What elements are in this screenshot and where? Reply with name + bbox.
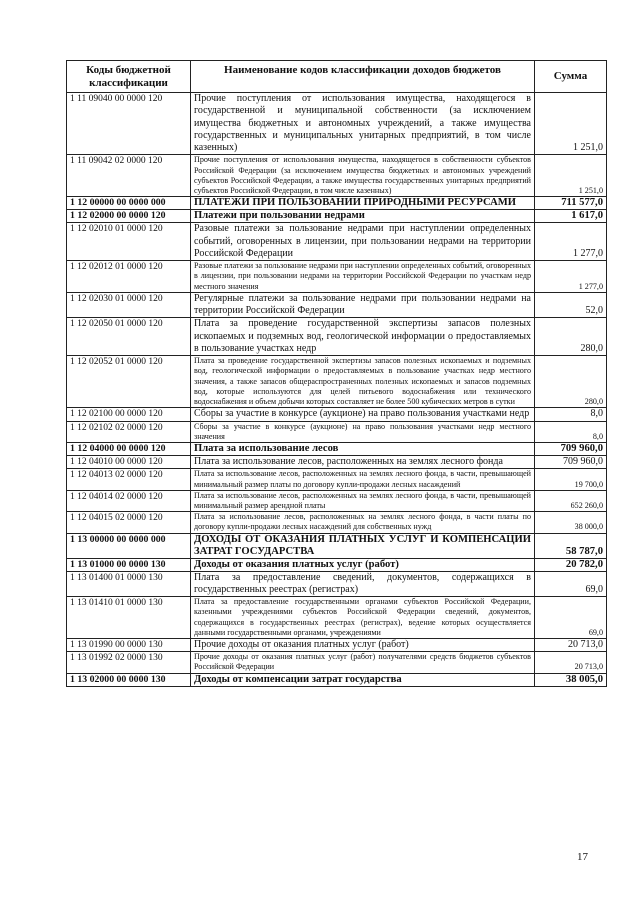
row-sum: 69,0 <box>535 597 607 639</box>
row-name: ПЛАТЕЖИ ПРИ ПОЛЬЗОВАНИИ ПРИРОДНЫМИ РЕСУРСАМИ <box>191 197 535 210</box>
row-code: 1 12 02000 00 0000 120 <box>67 210 191 223</box>
budget-revenue-table <box>66 60 607 687</box>
table-row <box>67 558 607 571</box>
row-name: Прочие поступления от использования имущества, находящегося в государственной и муниципальной собственности (за исключением имущества бюджетных и автономных учреждений, а также имущества государственных и муниципальных унитарных предприятий, в том числе казенных) <box>191 93 535 155</box>
row-sum: 38 000,0 <box>535 512 607 533</box>
row-code: 1 13 01992 02 0000 130 <box>67 652 191 673</box>
row-sum: 20 713,0 <box>535 638 607 651</box>
row-code: 1 13 01990 00 0000 130 <box>67 638 191 651</box>
row-sum: 58 787,0 <box>535 533 607 558</box>
table-row <box>67 652 607 673</box>
table-row <box>67 197 607 210</box>
row-name: Прочие доходы от оказания платных услуг (работ) получателями средств бюджетов субъектов Российской Федерации <box>191 652 535 673</box>
row-sum: 280,0 <box>535 318 607 356</box>
row-sum: 8,0 <box>535 421 607 442</box>
table-row <box>67 356 607 408</box>
table-row <box>67 261 607 293</box>
table-row <box>67 155 607 197</box>
row-name: Плата за использование лесов <box>191 443 535 456</box>
row-code: 1 11 09040 00 0000 120 <box>67 93 191 155</box>
table-row <box>67 490 607 511</box>
row-name: Плата за проведение государственной экспертизы запасов полезных ископаемых и подземных вод, геологической информации о предоставляемых в пользование участках недр <box>191 318 535 356</box>
row-code: 1 12 02100 00 0000 120 <box>67 408 191 421</box>
row-name: Регулярные платежи за пользование недрами при пользовании недрами на территории Российской Федерации <box>191 292 535 318</box>
table-row <box>67 512 607 533</box>
table-row <box>67 469 607 490</box>
row-code: 1 12 02102 02 0000 120 <box>67 421 191 442</box>
table-row <box>67 673 607 686</box>
row-sum: 709 960,0 <box>535 443 607 456</box>
row-sum: 709 960,0 <box>535 456 607 469</box>
table-row <box>67 443 607 456</box>
row-name: Платежи при пользовании недрами <box>191 210 535 223</box>
table-header-row <box>67 61 607 93</box>
table-row <box>67 456 607 469</box>
row-name: Разовые платежи за пользование недрами при наступлении определенных событий, оговоренных в лицензии, при пользовании недрами на территории Российской Федерации по участкам недр местного значения <box>191 261 535 293</box>
row-sum: 652 260,0 <box>535 490 607 511</box>
row-sum: 8,0 <box>535 408 607 421</box>
header-sum: Сумма <box>535 61 607 93</box>
table-row <box>67 223 607 261</box>
table-row <box>67 292 607 318</box>
row-code: 1 13 00000 00 0000 000 <box>67 533 191 558</box>
row-code: 1 13 01400 01 0000 130 <box>67 571 191 597</box>
row-code: 1 12 00000 00 0000 000 <box>67 197 191 210</box>
row-code: 1 13 02000 00 0000 130 <box>67 673 191 686</box>
row-code: 1 13 01000 00 0000 130 <box>67 558 191 571</box>
row-sum: 1 277,0 <box>535 261 607 293</box>
row-sum: 19 700,0 <box>535 469 607 490</box>
table-row <box>67 597 607 639</box>
row-code: 1 12 02050 01 0000 120 <box>67 318 191 356</box>
table-row <box>67 421 607 442</box>
table-row <box>67 408 607 421</box>
row-name: Сборы за участие в конкурсе (аукционе) на право пользования участками недр <box>191 408 535 421</box>
table-row <box>67 93 607 155</box>
row-name: Плата за использование лесов, расположенных на землях лесного фонда, в части платы по договору купли-продажи лесных насаждений для собственных нужд <box>191 512 535 533</box>
row-code: 1 12 02030 01 0000 120 <box>67 292 191 318</box>
row-code: 1 12 04015 02 0000 120 <box>67 512 191 533</box>
row-sum: 20 713,0 <box>535 652 607 673</box>
row-name: Прочие доходы от оказания платных услуг (работ) <box>191 638 535 651</box>
row-sum: 20 782,0 <box>535 558 607 571</box>
row-code: 1 12 02010 01 0000 120 <box>67 223 191 261</box>
table-row <box>67 533 607 558</box>
row-sum: 1 617,0 <box>535 210 607 223</box>
header-codes: Коды бюджетной классификации <box>67 61 191 93</box>
row-sum: 711 577,0 <box>535 197 607 210</box>
table-row <box>67 210 607 223</box>
row-name: Плата за использование лесов, расположенных на землях лесного фонда, в части, превышающей минимальный размер арендной платы <box>191 490 535 511</box>
page-number: 17 <box>577 851 588 863</box>
table-row <box>67 638 607 651</box>
row-name: Доходы от компенсации затрат государства <box>191 673 535 686</box>
row-name: Сборы за участие в конкурсе (аукционе) на право пользования участками недр местного значения <box>191 421 535 442</box>
row-sum: 280,0 <box>535 356 607 408</box>
row-name: Прочие поступления от использования имущества, находящегося в собственности субъектов Российской Федерации (за исключением имущества бюджетных и автономных учреждений субъектов Российской Федерации, а также имущества государственных унитарных предприятий субъектов Российской Федерации, в том числе казенных) <box>191 155 535 197</box>
row-sum: 1 277,0 <box>535 223 607 261</box>
row-name: Доходы от оказания платных услуг (работ) <box>191 558 535 571</box>
row-code: 1 11 09042 02 0000 120 <box>67 155 191 197</box>
table-row <box>67 318 607 356</box>
row-name: Плата за предоставление сведений, документов, содержащихся в государственных реестрах (регистрах) <box>191 571 535 597</box>
table-row <box>67 571 607 597</box>
row-code: 1 12 02052 01 0000 120 <box>67 356 191 408</box>
row-name: Плата за использование лесов, расположенных на землях лесного фонда <box>191 456 535 469</box>
row-name: Плата за предоставление государственными органами субъектов Российской Федерации, казенными учреждениями субъектов Российской Федерации сведений, документов, содержащихся в государственных реестрах (регистрах), ведение которых осуществляется данными государственными органами, учреждениями <box>191 597 535 639</box>
row-sum: 52,0 <box>535 292 607 318</box>
row-code: 1 12 04000 00 0000 120 <box>67 443 191 456</box>
row-code: 1 12 04010 00 0000 120 <box>67 456 191 469</box>
row-code: 1 13 01410 01 0000 130 <box>67 597 191 639</box>
row-code: 1 12 02012 01 0000 120 <box>67 261 191 293</box>
row-sum: 69,0 <box>535 571 607 597</box>
row-name: Разовые платежи за пользование недрами при наступлении определенных событий, оговоренных в лицензии, при пользовании недрами на территории Российской Федерации <box>191 223 535 261</box>
row-name: Плата за проведение государственной экспертизы запасов полезных ископаемых и подземных вод, геологической информации о предоставляемых в пользование участках недр местного значения, а также запасов общераспространенных полезных ископаемых и запасов подземных вод, которые используются для целей питьевого водоснабжения или технического водоснабжения и объем добычи которых составляет не более 500 кубических метров в сутки <box>191 356 535 408</box>
row-name: Плата за использование лесов, расположенных на землях лесного фонда, в части, превышающей минимальный размер платы по договору купли-продажи лесных насаждений <box>191 469 535 490</box>
row-sum: 1 251,0 <box>535 155 607 197</box>
row-code: 1 12 04013 02 0000 120 <box>67 469 191 490</box>
row-sum: 38 005,0 <box>535 673 607 686</box>
row-sum: 1 251,0 <box>535 93 607 155</box>
row-code: 1 12 04014 02 0000 120 <box>67 490 191 511</box>
row-name: ДОХОДЫ ОТ ОКАЗАНИЯ ПЛАТНЫХ УСЛУГ И КОМПЕНСАЦИИ ЗАТРАТ ГОСУДАРСТВА <box>191 533 535 558</box>
header-names: Наименование кодов классификации доходов бюджетов <box>191 61 535 93</box>
